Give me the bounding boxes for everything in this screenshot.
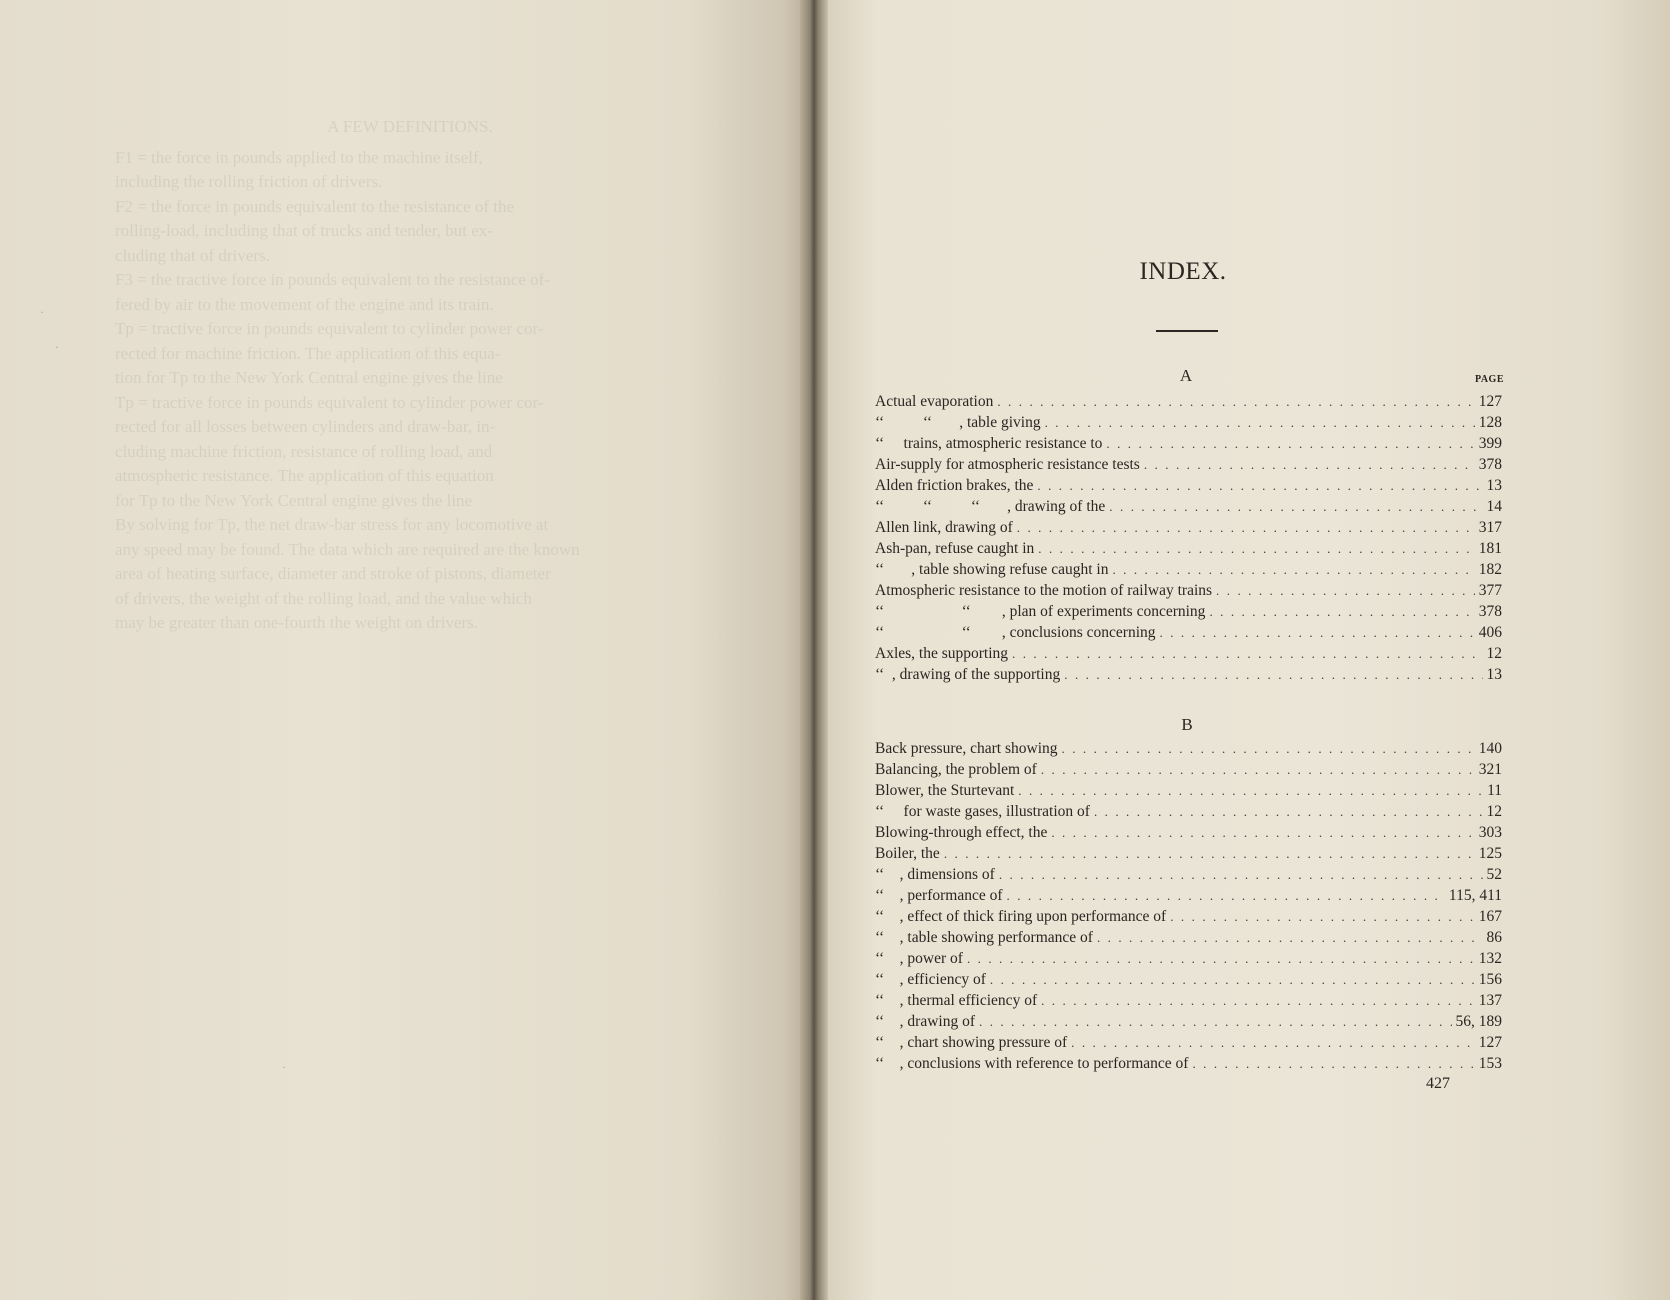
- index-entry: [875, 992, 1502, 1013]
- paper-speck: ·: [282, 1060, 286, 1074]
- entry-text: Air-supply for atmospheric resistance tests: [875, 456, 1140, 473]
- entry-text: ‘‘ , power of: [875, 950, 963, 967]
- entry-text: ‘‘ , table showing performance of: [875, 929, 1093, 946]
- entry-text: Back pressure, chart showing: [875, 740, 1058, 757]
- entry-text: ‘‘ , thermal efficiency of: [875, 992, 1038, 1009]
- bleed-through-line: area of heating surface, diameter and stroke of pistons, diameter: [115, 564, 551, 583]
- bleed-through-line: atmospheric resistance. The application of this equation: [115, 466, 494, 485]
- dot-leader: [967, 951, 1475, 967]
- index-entry: [875, 645, 1502, 666]
- entry-text: ‘‘ ‘‘ , plan of experiments concerning: [875, 603, 1206, 620]
- dot-leader: [1109, 499, 1482, 515]
- dot-leader: [1216, 583, 1475, 599]
- entry-page-number: 127: [1478, 1034, 1502, 1051]
- dot-leader: [1097, 930, 1483, 946]
- bleed-through-line: for Tp to the New York Central engine gives the line: [115, 490, 473, 510]
- index-entry: [875, 456, 1502, 477]
- entry-page-number: 317: [1478, 519, 1502, 536]
- index-entry: [875, 866, 1502, 887]
- entry-text: Alden friction brakes, the: [875, 477, 1034, 494]
- dot-leader: [979, 1014, 1451, 1030]
- title-rule: [1156, 330, 1218, 332]
- entry-page-number: 153: [1478, 1055, 1502, 1072]
- entry-text: ‘‘ , drawing of the supporting: [875, 666, 1061, 683]
- entry-text: ‘‘ , drawing of: [875, 1013, 976, 1030]
- entry-text: ‘‘ , performance of: [875, 887, 1003, 904]
- entry-text: ‘‘ ‘‘ , conclusions concerning: [875, 624, 1156, 641]
- index-entry: [875, 498, 1502, 519]
- entry-page-number: 86: [1486, 929, 1502, 946]
- book-gutter: [800, 0, 828, 1300]
- dot-leader: [1012, 646, 1482, 662]
- entry-text: ‘‘ for waste gases, illustration of: [875, 803, 1090, 820]
- bleed-through-line: fered by air to the movement of the engine and its train.: [115, 294, 494, 314]
- index-entry: [875, 477, 1502, 498]
- entry-text: ‘‘ , chart showing pressure of: [875, 1034, 1068, 1051]
- entry-page-number: 167: [1478, 908, 1502, 925]
- dot-leader: [999, 867, 1483, 883]
- bleed-through-line: cluding that of drivers.: [115, 245, 270, 265]
- left-page: [0, 0, 808, 1300]
- entry-page-number: 399: [1478, 435, 1502, 452]
- dot-leader: [1045, 415, 1475, 431]
- entry-text: ‘‘ trains, atmospheric resistance to: [875, 435, 1103, 452]
- entry-text: Blower, the Sturtevant: [875, 782, 1015, 799]
- index-entry: [875, 582, 1502, 603]
- dot-leader: [1007, 888, 1445, 904]
- bleed-through-line: A FEW DEFINITIONS.: [327, 117, 493, 136]
- index-entry: [875, 908, 1502, 929]
- index-section-a: [875, 393, 1502, 687]
- dot-leader: [1112, 562, 1474, 578]
- index-entry: [875, 761, 1502, 782]
- entry-page-number: 56, 189: [1455, 1013, 1502, 1030]
- dot-leader: [1041, 762, 1475, 778]
- dot-leader: [1051, 825, 1474, 841]
- entry-page-number: 125: [1478, 845, 1502, 862]
- page-column-label: PAGE: [1474, 374, 1504, 385]
- bleed-through-line: may be greater than one-fourth the weight on drivers.: [115, 613, 479, 632]
- entry-text: ‘‘ ‘‘ , table giving: [875, 414, 1041, 431]
- entry-text: Ash-pan, refuse caught in: [875, 540, 1035, 557]
- index-entry: [875, 845, 1502, 866]
- dot-leader: [1018, 783, 1483, 799]
- entry-page-number: 13: [1486, 666, 1502, 683]
- entry-text: Boiler, the: [875, 845, 940, 862]
- dot-leader: [1037, 478, 1482, 494]
- index-entry: [875, 803, 1502, 824]
- entry-page-number: 52: [1486, 866, 1502, 883]
- index-entry: [875, 1013, 1502, 1034]
- bleed-through-line: cluding machine friction, resistance of rolling load, and: [115, 441, 493, 461]
- index-entry: [875, 603, 1502, 624]
- index-entry: [875, 887, 1502, 908]
- entry-page-number: 321: [1478, 761, 1502, 778]
- entry-text: ‘‘ , dimensions of: [875, 866, 995, 883]
- bleed-through-line: By solving for Tp, the net draw-bar stress for any locomotive at: [115, 515, 549, 534]
- entry-page-number: 156: [1478, 971, 1502, 988]
- entry-page-number: 132: [1478, 950, 1502, 967]
- dot-leader: [1062, 741, 1475, 757]
- paper-speck: ·: [55, 340, 59, 354]
- dot-leader: [1071, 1035, 1475, 1051]
- index-entry: [875, 540, 1502, 561]
- index-entry: [875, 1034, 1502, 1055]
- section-letter-b: B: [1181, 715, 1193, 734]
- paper-speck: ·: [40, 305, 44, 319]
- bleed-through-text: [115, 115, 705, 636]
- index-title: INDEX.: [1139, 258, 1227, 285]
- entry-page-number: 115, 411: [1448, 887, 1502, 904]
- bleed-through-line: F2 = the force in pounds equivalent to the resistance of the: [115, 196, 515, 216]
- index-entry: [875, 624, 1502, 645]
- dot-leader: [1094, 804, 1483, 820]
- entry-text: ‘‘ , effect of thick firing upon performance of: [875, 908, 1167, 925]
- bleed-through-line: F1 = the force in pounds applied to the machine itself,: [115, 147, 483, 167]
- entry-page-number: 406: [1478, 624, 1502, 641]
- index-entry: [875, 929, 1502, 950]
- entry-page-number: 182: [1478, 561, 1502, 578]
- index-entry: [875, 824, 1502, 845]
- entry-text: ‘‘ ‘‘ ‘‘ , drawing of the: [875, 498, 1106, 515]
- bleed-through-line: Tp = tractive force in pounds equivalent to cylinder power cor-: [115, 319, 544, 338]
- entry-page-number: 303: [1478, 824, 1502, 841]
- entry-page-number: 12: [1486, 645, 1502, 662]
- bleed-through-line: Tp = tractive force in pounds equivalent to cylinder power cor-: [115, 392, 544, 412]
- entry-text: Balancing, the problem of: [875, 761, 1037, 778]
- bleed-through-line: rected for all losses between cylinders and draw-bar, in-: [115, 417, 496, 436]
- index-entry: [875, 435, 1502, 456]
- entry-page-number: 378: [1478, 603, 1502, 620]
- index-entry: [875, 1055, 1502, 1076]
- entry-text: ‘‘ , table showing refuse caught in: [875, 561, 1109, 578]
- dot-leader: [1064, 667, 1482, 683]
- dot-leader: [990, 972, 1475, 988]
- entry-page-number: 181: [1478, 540, 1502, 557]
- entry-page-number: 11: [1487, 782, 1502, 799]
- bleed-through-line: rected for machine friction. The application of this equa-: [115, 343, 501, 363]
- index-entry: [875, 393, 1502, 414]
- index-entry: [875, 782, 1502, 803]
- entry-page-number: 13: [1486, 477, 1502, 494]
- index-section-b: [875, 740, 1502, 1076]
- entry-page-number: 137: [1478, 992, 1502, 1009]
- entry-page-number: 127: [1478, 393, 1502, 410]
- entry-page-number: 378: [1478, 456, 1502, 473]
- index-entry: [875, 561, 1502, 582]
- index-entry: [875, 950, 1502, 971]
- entry-text: Blowing-through effect, the: [875, 824, 1048, 841]
- bleed-through-line: tion for Tp to the New York Central engine gives the line: [115, 368, 503, 387]
- dot-leader: [997, 394, 1474, 410]
- index-entry: [875, 519, 1502, 540]
- bleed-through-line: rolling-load, including that of trucks and tender, but ex-: [115, 221, 493, 240]
- bleed-through-line: including the rolling friction of drivers.: [115, 172, 383, 191]
- index-entry: [875, 971, 1502, 992]
- entry-text: ‘‘ , efficiency of: [875, 971, 986, 988]
- entry-page-number: 128: [1478, 414, 1502, 431]
- entry-page-number: 377: [1478, 582, 1502, 599]
- dot-leader: [1106, 436, 1474, 452]
- section-letter-a: A: [1179, 366, 1193, 385]
- page-number: 427: [1426, 1075, 1450, 1092]
- entry-text: Actual evaporation: [875, 393, 994, 410]
- bleed-through-line: F3 = the tractive force in pounds equivalent to the resistance of-: [115, 270, 550, 289]
- dot-leader: [1038, 541, 1474, 557]
- dot-leader: [1041, 993, 1475, 1009]
- index-entry: [875, 414, 1502, 435]
- entry-text: ‘‘ , conclusions with reference to performance of: [875, 1055, 1189, 1072]
- entry-page-number: 14: [1486, 498, 1502, 515]
- entry-text: Atmospheric resistance to the motion of railway trains: [875, 582, 1213, 599]
- dot-leader: [1160, 625, 1475, 641]
- dot-leader: [1017, 520, 1475, 536]
- dot-leader: [1144, 457, 1475, 473]
- dot-leader: [1192, 1056, 1474, 1072]
- index-entry: [875, 666, 1502, 687]
- dot-leader: [1170, 909, 1475, 925]
- dot-leader: [944, 846, 1475, 862]
- entry-text: Allen link, drawing of: [875, 519, 1013, 536]
- entry-text: Axles, the supporting: [875, 645, 1009, 662]
- dot-leader: [1209, 604, 1474, 620]
- bleed-through-line: of drivers, the weight of the rolling load, and the value which: [115, 588, 532, 608]
- entry-page-number: 12: [1486, 803, 1502, 820]
- index-entry: [875, 740, 1502, 761]
- entry-page-number: 140: [1478, 740, 1502, 757]
- bleed-through-line: any speed may be found. The data which are required are the known: [115, 539, 580, 559]
